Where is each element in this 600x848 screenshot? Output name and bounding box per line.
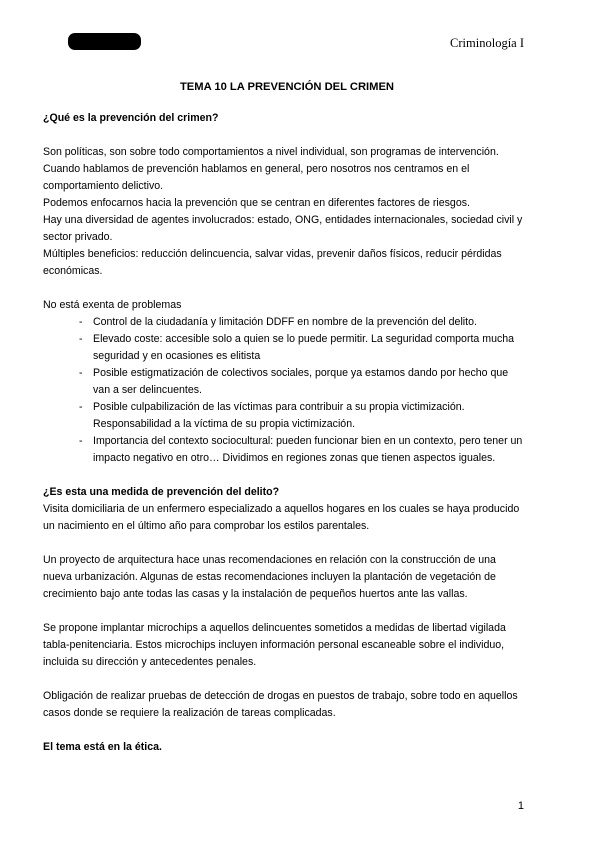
redacted-name [68, 33, 141, 50]
list-item: - Posible estigmatización de colectivos sociales, porque ya estamos dando por hecho que van a ser delincuentes. [79, 365, 523, 399]
example-paragraph: Obligación de realizar pruebas de detección de drogas en puestos de trabajo, sobre todo en aquellos casos donde se requiere la realización de tareas complicadas. [43, 690, 518, 719]
list-item: - Elevado coste: accesible solo a quien se lo puede permitir. La seguridad comporta mucha seguridad y en ocasiones es elitista [79, 331, 523, 365]
problems-list [43, 314, 523, 467]
conclusion: El tema está en la ética. [43, 741, 162, 753]
section-heading-what-is: ¿Qué es la prevención del crimen? [43, 112, 219, 124]
course-header: Criminología I [450, 36, 524, 50]
example-paragraph: Se propone implantar microchips a aquellos delincuentes sometidos a medidas de libertad vigilada tabla-penitenciaria. Estos microchips incluyen información personal escaneable sobre el individuo, incluida su dirección y antecedentes penales. [43, 622, 506, 668]
example-paragraph: Un proyecto de arquitectura hace unas recomendaciones en relación con la construcción de una nueva urbanización. Algunas de estas recomendaciones incluyen la plantación de vegetación de crecimiento bajo ante todas las casas y la instalación de pequeños huertos ante las vallas. [43, 554, 496, 600]
intro-paragraph: Podemos enfocarnos hacia la prevención que se centran en diferentes factores de riesgos. [43, 197, 470, 209]
section-heading-is-it-prevention: ¿Es esta una medida de prevención del delito? [43, 486, 280, 498]
intro-paragraph: Son políticas, son sobre todo comportamientos a nivel individual, son programas de intervención. [43, 146, 499, 158]
list-item: - Importancia del contexto sociocultural: pueden funcionar bien en un contexto, pero tener un impacto negativo en otro… Dividimos en regiones zonas que tienen aspectos iguales. [79, 433, 523, 467]
list-item: - Posible culpabilización de las víctimas para contribuir a su propia victimización. Responsabilidad a la víctima de su propia victimización. [79, 399, 523, 433]
problems-intro: No está exenta de problemas [43, 299, 182, 311]
intro-paragraph: Cuando hablamos de prevención hablamos en general, pero nosotros nos centramos en el comportamiento delictivo. [43, 163, 470, 192]
intro-paragraph: Múltiples beneficios: reducción delincuencia, salvar vidas, prevenir daños físicos, reducir pérdidas económicas. [43, 248, 502, 277]
intro-paragraph: Hay una diversidad de agentes involucrados: estado, ONG, entidades internacionales, sociedad civil y sector privado. [43, 214, 523, 243]
document-body [43, 79, 523, 756]
list-item: - Control de la ciudadanía y limitación DDFF en nombre de la prevención del delito. [79, 314, 523, 331]
document-title: TEMA 10 LA PREVENCIÓN DEL CRIMEN [179, 81, 395, 93]
example-paragraph: Visita domiciliaria de un enfermero especializado a aquellos hogares en los cuales se haya producido un nacimiento en el último año para comprobar los estilos parentales. [43, 503, 520, 532]
page-number: 1 [517, 800, 524, 812]
